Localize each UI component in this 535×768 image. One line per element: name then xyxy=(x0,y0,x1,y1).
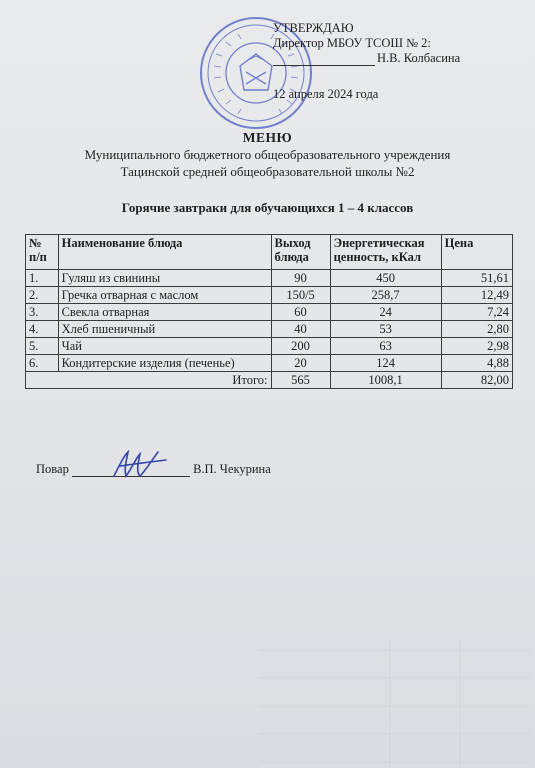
table-row xyxy=(26,270,513,287)
menu-title: МЕНЮ xyxy=(242,130,293,145)
table-row xyxy=(26,304,513,321)
organization-line-2: Тацинской средней общеобразовательной школы №2 xyxy=(120,164,415,179)
row-yield: 40 xyxy=(271,321,330,338)
row-yield: 200 xyxy=(271,338,330,355)
row-energy: 124 xyxy=(330,355,441,372)
row-dish: Чай xyxy=(58,338,271,355)
approval-date: 12 апреля 2024 года xyxy=(273,87,379,101)
handwritten-signature xyxy=(110,446,170,482)
approval-block xyxy=(273,21,460,102)
row-dish: Хлеб пшеничный xyxy=(58,321,271,338)
approval-heading: УТВЕРЖДАЮ xyxy=(273,21,354,35)
row-dish: Гречка отварная с маслом xyxy=(58,287,271,304)
row-energy: 53 xyxy=(330,321,441,338)
table-header-row xyxy=(26,235,513,270)
header-yield: Выход блюда xyxy=(271,235,330,270)
header-number: № п/п xyxy=(26,235,59,270)
table-row xyxy=(26,338,513,355)
meal-title: Горячие завтраки для обучающихся 1 – 4 классов xyxy=(121,200,414,215)
table-row xyxy=(26,287,513,304)
approval-position: Директор МБОУ ТСОШ № 2: xyxy=(273,36,431,50)
header-dish: Наименование блюда xyxy=(58,235,271,270)
row-price: 2,80 xyxy=(441,321,512,338)
header-price: Цена xyxy=(441,235,512,270)
row-energy: 450 xyxy=(330,270,441,287)
total-yield: 565 xyxy=(271,372,330,389)
approval-signer: Н.В. Колбасина xyxy=(377,51,461,65)
row-price: 7,24 xyxy=(441,304,512,321)
total-price: 82,00 xyxy=(441,372,512,389)
row-yield: 150/5 xyxy=(271,287,330,304)
row-yield: 60 xyxy=(271,304,330,321)
row-energy: 258,7 xyxy=(330,287,441,304)
row-number: 4. xyxy=(26,321,59,338)
table-total-row xyxy=(26,372,513,389)
total-energy: 1008,1 xyxy=(330,372,441,389)
row-energy: 63 xyxy=(330,338,441,355)
cook-name: В.П. Чекурина xyxy=(193,462,271,476)
table-row xyxy=(26,355,513,372)
table-row xyxy=(26,321,513,338)
row-price: 4,88 xyxy=(441,355,512,372)
row-dish: Гуляш из свинины xyxy=(58,270,271,287)
bleed-through-lines xyxy=(250,630,535,768)
row-number: 1. xyxy=(26,270,59,287)
row-number: 3. xyxy=(26,304,59,321)
row-price: 2,98 xyxy=(441,338,512,355)
row-number: 6. xyxy=(26,355,59,372)
approval-signature-line xyxy=(273,51,460,66)
row-number: 2. xyxy=(26,287,59,304)
organization-line-1: Муниципального бюджетного общеобразовательного учреждения xyxy=(84,147,451,162)
row-price: 12,49 xyxy=(441,287,512,304)
cook-label: Повар xyxy=(36,462,69,476)
row-yield: 20 xyxy=(271,355,330,372)
organization-name xyxy=(0,146,535,180)
row-energy: 24 xyxy=(330,304,441,321)
menu-table xyxy=(25,234,513,389)
signature-blank xyxy=(273,53,375,66)
row-yield: 90 xyxy=(271,270,330,287)
row-dish: Свекла отварная xyxy=(58,304,271,321)
row-number: 5. xyxy=(26,338,59,355)
row-dish: Кондитерские изделия (печенье) xyxy=(58,355,271,372)
total-label: Итого: xyxy=(26,372,272,389)
header-energy: Энергетическая ценность, кКал xyxy=(330,235,441,270)
row-price: 51,61 xyxy=(441,270,512,287)
